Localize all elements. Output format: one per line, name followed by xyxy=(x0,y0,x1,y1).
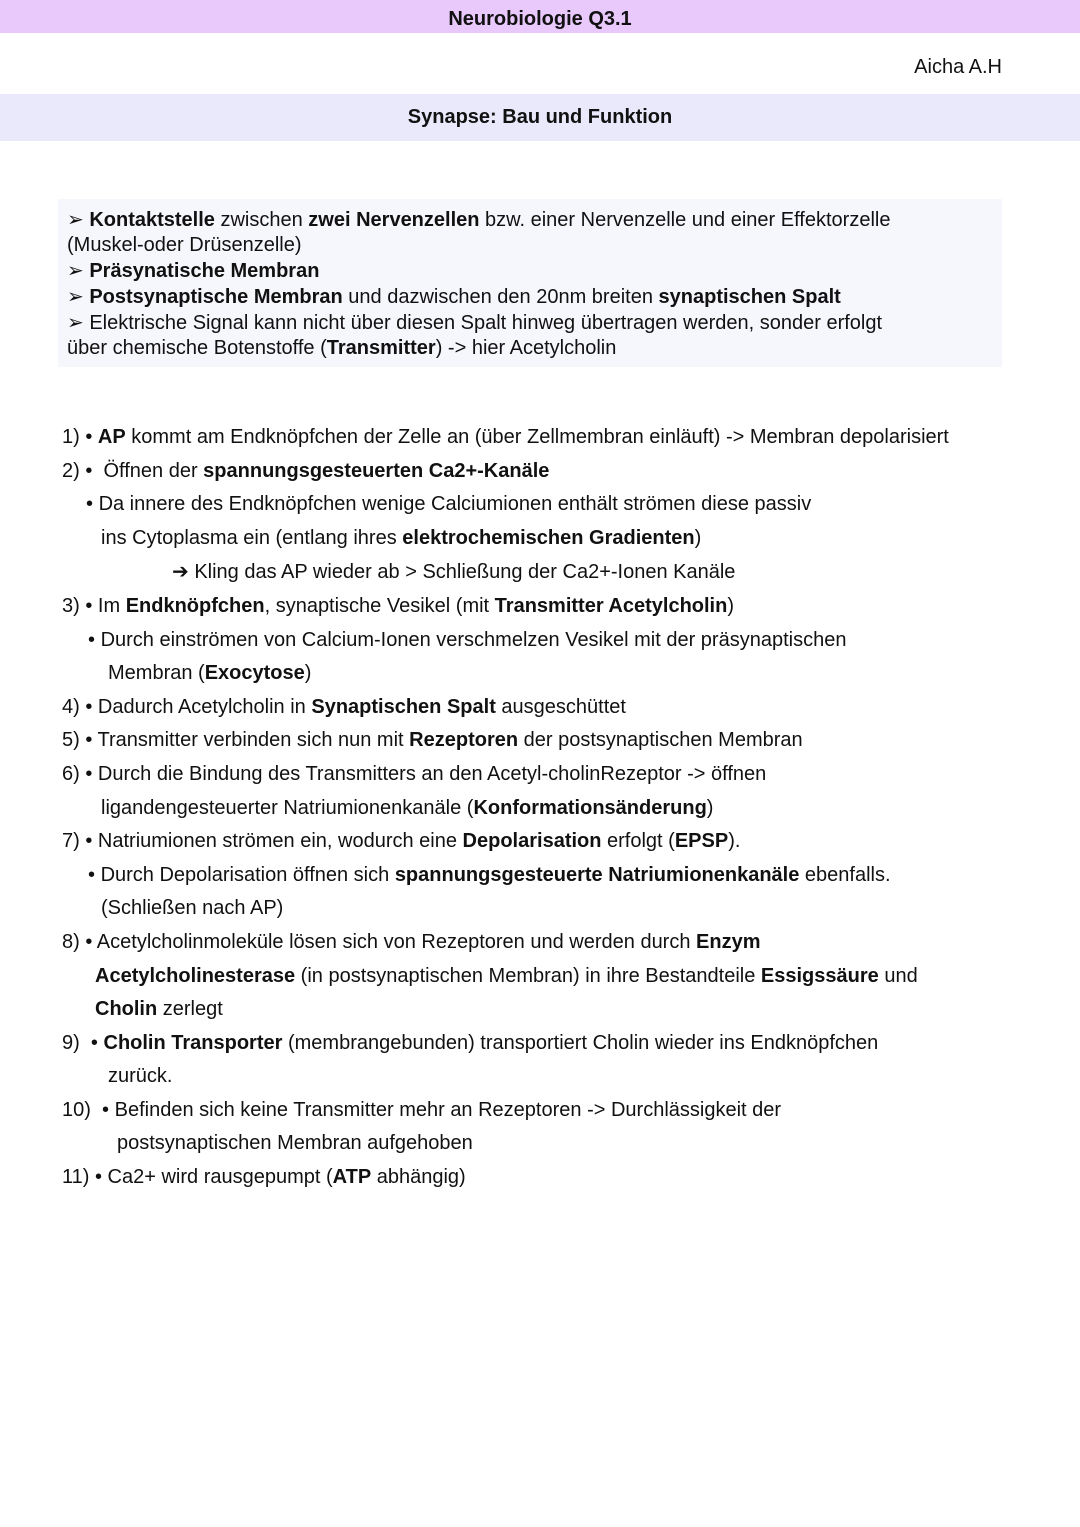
step-9: 9) • Cholin Transporter (membrangebunden) transportiert Cholin wieder ins Endknöpfchen xyxy=(62,1031,879,1054)
summary-line-6: über chemische Botenstoffe (Transmitter) -> hier Acetylcholin xyxy=(67,337,617,359)
arrow-right-icon: ➔ xyxy=(172,559,189,584)
summary-line-2: (Muskel-oder Drüsenzelle) xyxy=(67,234,302,256)
author-name: Aicha A.H xyxy=(914,56,1002,78)
section-header xyxy=(0,94,1080,141)
step-9-sub-1: zurück. xyxy=(108,1065,173,1088)
section-title: Synapse: Bau und Funktion xyxy=(407,106,673,128)
step-8-sub-2: Cholin zerlegt xyxy=(95,998,223,1021)
step-8-sub-1: Acetylcholinesterase (in postsynaptischen Membran) in ihre Bestandteile Essigssäure und xyxy=(95,964,918,987)
step-7-sub-2: (Schließen nach AP) xyxy=(101,897,284,920)
summary-line-1: ➢ Kontaktstelle zwischen zwei Nervenzellen bzw. einer Nervenzelle und einer Effektorzelle xyxy=(67,207,891,231)
process-steps-list xyxy=(62,421,1072,1195)
step-2-sub-3: ➔ Kling das AP wieder ab > Schließung der Ca2+-Ionen Kanäle xyxy=(172,559,736,584)
summary-line-4: ➢ Postsynaptische Membran und dazwischen den 20nm breiten synaptischen Spalt xyxy=(67,284,841,308)
page-header xyxy=(0,0,1080,33)
summary-line-5: ➢ Elektrische Signal kann nicht über diesen Spalt hinweg übertragen werden, sonder erfolgt xyxy=(67,310,883,334)
step-3: 3) • Im Endknöpfchen, synaptische Vesikel (mit Transmitter Acetylcholin) xyxy=(62,594,734,617)
step-4: 4) • Dadurch Acetylcholin in Synaptischen Spalt ausgeschüttet xyxy=(62,695,626,718)
step-2-sub-2: ins Cytoplasma ein (entlang ihres elektrochemischen Gradienten) xyxy=(101,526,702,549)
arrow-bullet-icon: ➢ xyxy=(67,258,84,282)
page-title: Neurobiologie Q3.1 xyxy=(448,8,632,30)
step-2: 2) • Öffnen der spannungsgesteuerten Ca2+-Kanäle xyxy=(62,459,550,482)
step-6: 6) • Durch die Bindung des Transmitters an den Acetyl-cholinRezeptor -> öffnen xyxy=(62,762,767,785)
step-7-sub-1: • Durch Depolarisation öffnen sich spannungsgesteuerte Natriumionenkanäle ebenfalls. xyxy=(88,863,891,886)
step-10: 10) • Befinden sich keine Transmitter mehr an Rezeptoren -> Durchlässigkeit der xyxy=(62,1098,782,1121)
arrow-bullet-icon: ➢ xyxy=(67,310,84,334)
step-11: 11) • Ca2+ wird rausgepumpt (ATP abhängig) xyxy=(62,1166,466,1189)
step-6-sub-1: ligandengesteuerter Natriumionenkanäle (Konformationsänderung) xyxy=(101,796,714,819)
summary-box xyxy=(58,199,1002,367)
step-8: 8) • Acetylcholinmoleküle lösen sich von Rezeptoren und werden durch Enzym xyxy=(62,930,761,953)
step-3-sub-1: • Durch einströmen von Calcium-Ionen verschmelzen Vesikel mit der präsynaptischen xyxy=(88,628,847,651)
step-1: 1) • AP kommt am Endknöpfchen der Zelle an (über Zellmembran einläuft) -> Membran depolarisiert xyxy=(62,426,949,448)
arrow-bullet-icon: ➢ xyxy=(67,284,84,308)
step-3-sub-2: Membran (Exocytose) xyxy=(108,662,312,685)
step-10-sub-1: postsynaptischen Membran aufgehoben xyxy=(117,1132,473,1155)
arrow-bullet-icon: ➢ xyxy=(67,207,84,231)
step-2-sub-1: • Da innere des Endknöpfchen wenige Calciumionen enthält strömen diese passiv xyxy=(86,493,812,516)
step-7: 7) • Natriumionen strömen ein, wodurch eine Depolarisation erfolgt (EPSP). xyxy=(62,830,741,853)
summary-line-3: ➢ Präsynatische Membran xyxy=(67,258,320,282)
step-5: 5) • Transmitter verbinden sich nun mit Rezeptoren der postsynaptischen Membran xyxy=(62,729,803,752)
